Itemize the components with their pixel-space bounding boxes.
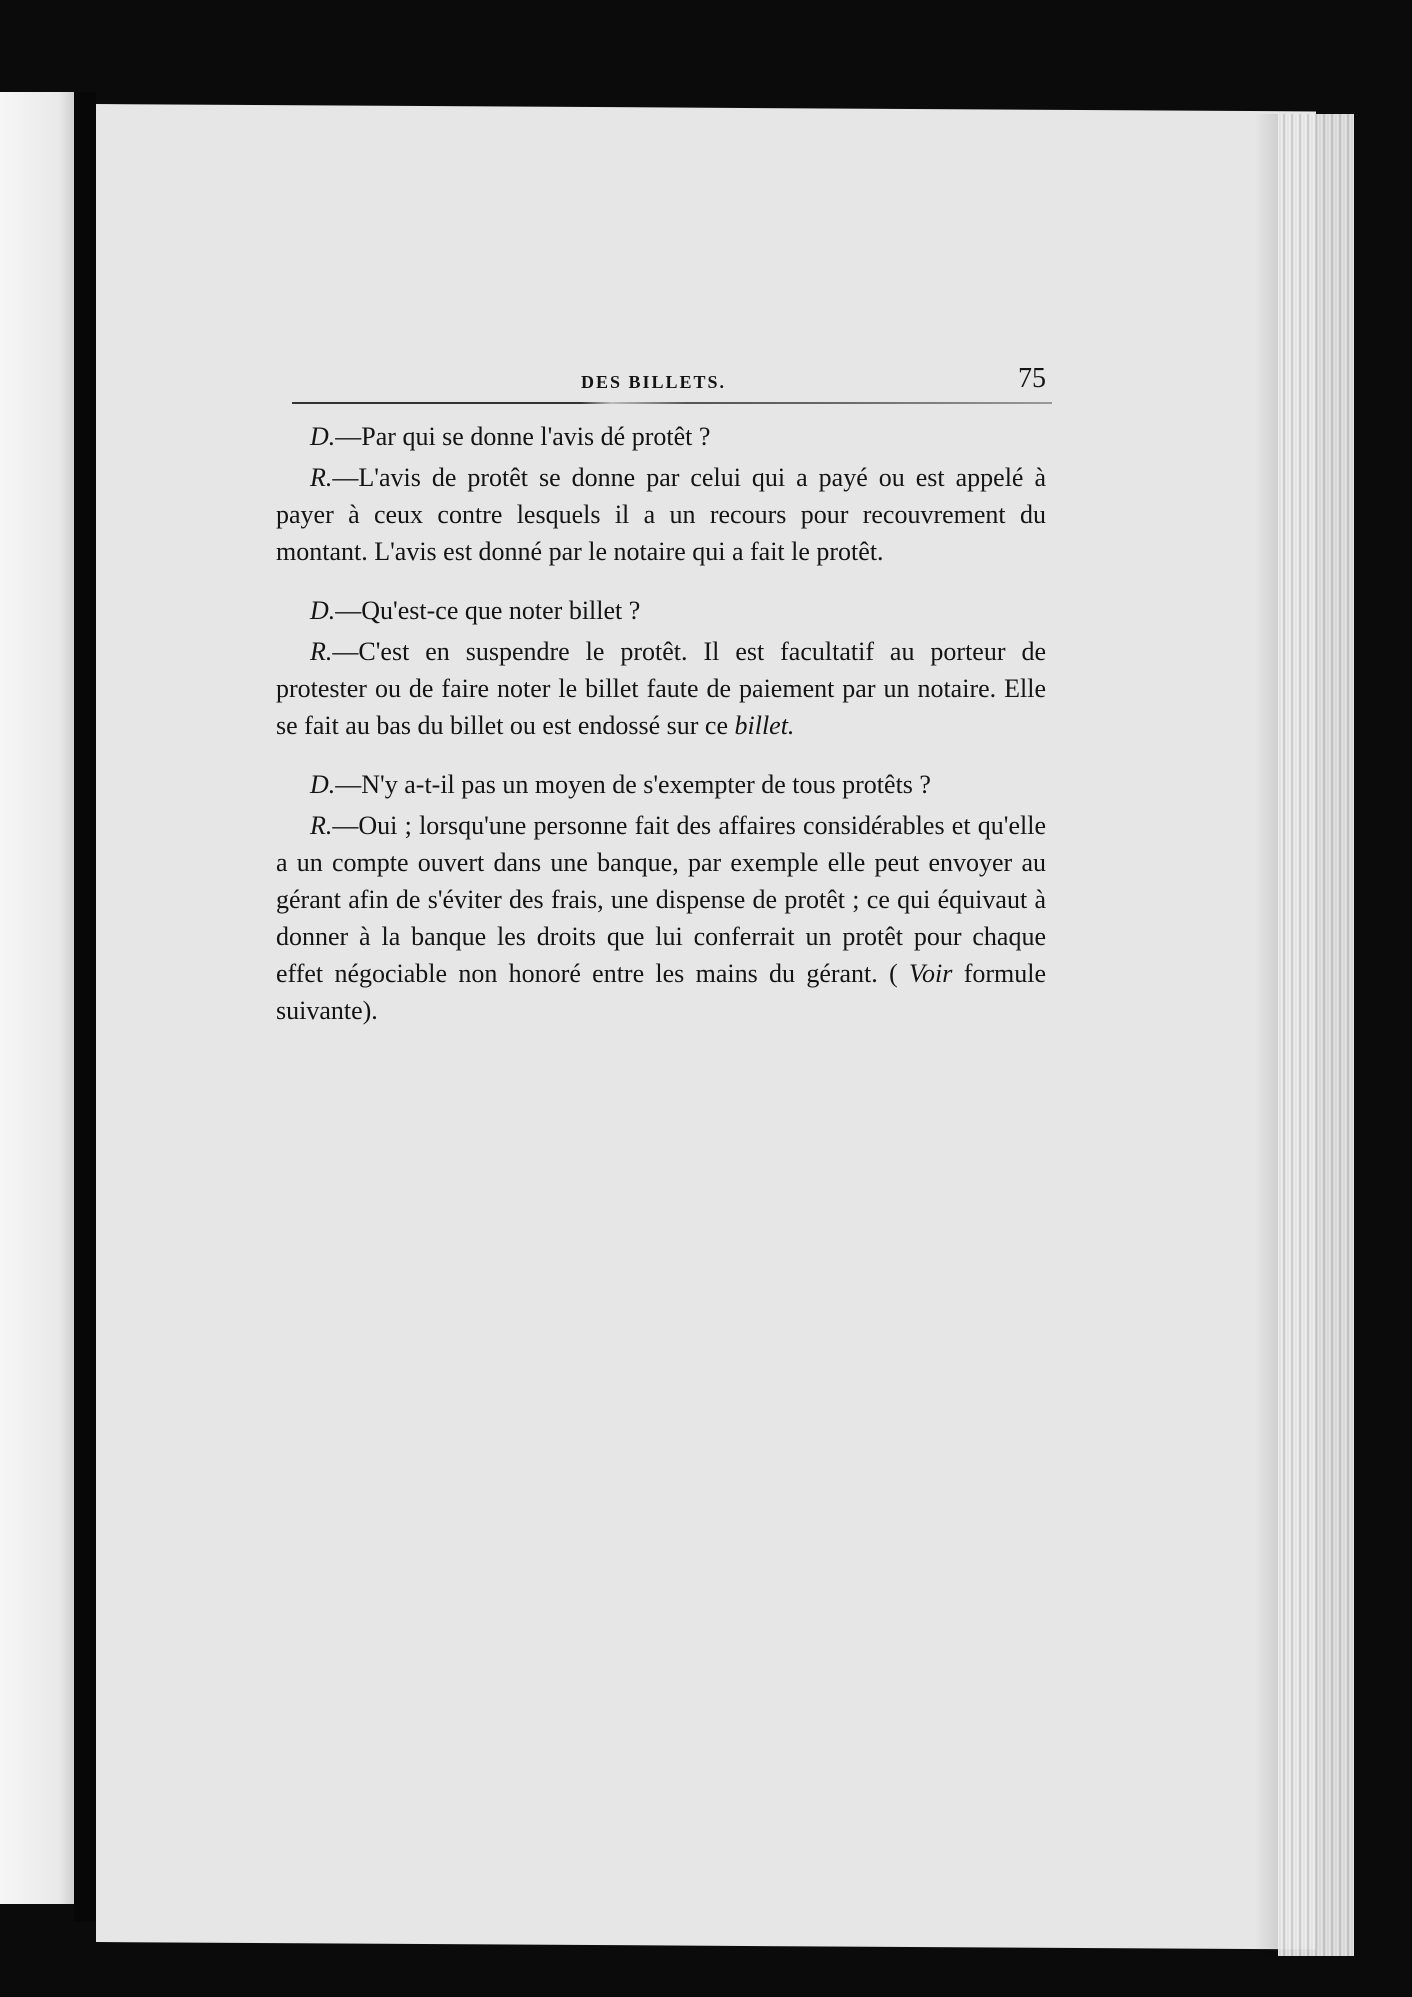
page-content (276, 360, 1046, 1029)
answer-text-tail: formule suivante). (276, 959, 1046, 1025)
answer-speaker: R. (310, 811, 333, 840)
answer-speaker: R. (310, 637, 333, 666)
answer-text: —L'avis de protêt se donne par celui qui a payé ou est appelé à payer à ceux contre lesquels il a un recours pour recouvrement du montant. L'avis est donné par le notaire qui a fait le protêt. (276, 463, 1046, 566)
question-text: —Qu'est-ce que noter billet ? (335, 596, 641, 625)
book-spine (74, 92, 96, 1922)
question-text: —N'y a-t-il pas un moyen de s'exempter de tous protêts ? (335, 770, 931, 799)
question-2 (276, 592, 1046, 629)
answer-emphasis: Voir (909, 959, 953, 988)
answer-emphasis: billet. (734, 711, 795, 740)
header-rule (292, 402, 1052, 404)
page-number: 75 (1018, 363, 1046, 394)
facing-page-edge (0, 92, 74, 1904)
running-head (276, 360, 1046, 404)
question-3 (276, 766, 1046, 803)
answer-text: —C'est en suspendre le protêt. Il est facultatif au porteur de protester ou de faire noter le billet faute de paiement par un notaire. Elle se fait au bas du billet ou est endossé sur ce (276, 637, 1046, 740)
page-block-edge (1278, 114, 1354, 1956)
question-text: —Par qui se donne l'avis dé protêt ? (335, 422, 711, 451)
answer-2 (276, 633, 1046, 744)
question-speaker: D. (310, 422, 336, 451)
question-1 (276, 418, 1046, 455)
answer-speaker: R. (310, 463, 333, 492)
answer-text: —Oui ; lorsqu'une personne fait des affaires considérables et qu'elle a un compte ouvert dans une banque, par exemple elle peut envoyer au gérant afin de s'éviter des frais, une dispense de protêt ; ce qui équivaut à donner à la banque les droits que lui conferrait un protêt pour chaque effet négociable non honoré entre les mains du gérant. ( (276, 811, 1046, 988)
question-speaker: D. (310, 596, 336, 625)
answer-1 (276, 459, 1046, 570)
answer-3 (276, 807, 1046, 1029)
running-title: DES BILLETS. (581, 372, 727, 392)
question-speaker: D. (310, 770, 336, 799)
